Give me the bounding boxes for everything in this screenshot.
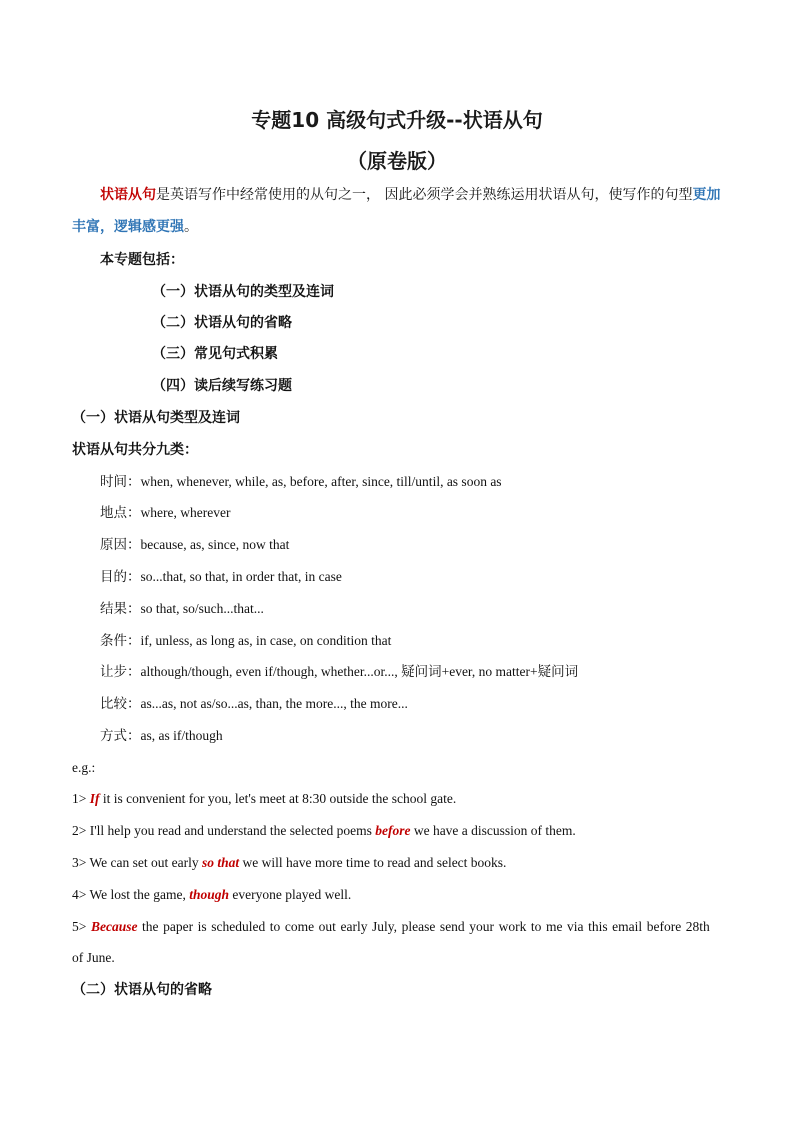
type-label: 目的：: [100, 569, 141, 585]
type-label: 结果：: [100, 601, 141, 617]
type-value: where, wherever: [140, 505, 231, 520]
type-value: although/though, even if/though, whether...or..., 疑问词+ever, no matter+疑问词: [140, 664, 579, 679]
example-item: [72, 917, 710, 937]
page-subtitle: （原卷版）: [347, 149, 447, 173]
section1-subheading: 状语从句共分九类：: [72, 442, 198, 458]
example-number: 2>: [72, 823, 90, 838]
type-value: so that, so/such...that...: [140, 601, 264, 616]
type-value: so...that, so that, in order that, in case: [140, 569, 342, 584]
example-conjunction: Because: [90, 919, 138, 934]
type-label: 比较：: [100, 696, 141, 712]
contents-item: （二）状语从句的省略: [152, 315, 292, 331]
example-item: [72, 789, 456, 809]
example-conjunction: though: [189, 887, 230, 902]
example-item: [72, 885, 351, 905]
type-value: as, as if/though: [140, 728, 223, 743]
page-title: 专题10 高级句式升级--状语从句: [251, 108, 543, 132]
examples-label: e.g.:: [72, 760, 96, 775]
contents-item: （四）读后续写练习题: [152, 378, 292, 394]
type-label: 时间：: [100, 474, 141, 490]
example-conjunction: so that: [202, 855, 240, 870]
example-text: We lost the game,: [89, 887, 190, 902]
type-row: [100, 503, 230, 523]
intro-emphasis-2: 丰富，逻辑感更强: [72, 219, 184, 235]
section1-heading: （一）状语从句类型及连词: [72, 410, 240, 426]
type-row: [100, 631, 391, 651]
type-row: [100, 567, 342, 587]
section2-heading: （二）状语从句的省略: [72, 982, 212, 998]
example-continuation: of June.: [72, 950, 115, 965]
example-item: [72, 821, 576, 841]
example-number: 5>: [72, 919, 91, 934]
contents-item: （三）常见句式积累: [152, 346, 278, 362]
example-number: 3>: [72, 855, 90, 870]
example-text: we have a discussion of them.: [410, 823, 576, 838]
example-conjunction: If: [89, 791, 100, 806]
example-text: it is convenient for you, let's meet at 8:30 outside the school gate.: [99, 791, 457, 806]
example-text: we will have more time to read and select books.: [239, 855, 507, 870]
intro-line-1: [100, 185, 720, 205]
contents-item: （一）状语从句的类型及连词: [152, 284, 334, 300]
example-text: the paper is scheduled to come out early July, please send your work to me via this email before 28th: [137, 919, 710, 934]
type-row: [100, 535, 289, 555]
example-conjunction: before: [375, 823, 411, 838]
type-row: [100, 472, 502, 492]
example-text: I'll help you read and understand the selected poems: [89, 823, 376, 838]
example-number: 1>: [72, 791, 90, 806]
intro-emphasis-1: 更加: [692, 187, 721, 203]
intro-highlight: 状语从句: [100, 187, 156, 203]
contents-heading: 本专题包括：: [100, 252, 184, 268]
type-row: [100, 694, 408, 714]
type-label: 条件：: [100, 633, 141, 649]
type-value: if, unless, as long as, in case, on condition that: [140, 633, 392, 648]
example-number: 4>: [72, 887, 90, 902]
intro-text: 是英语写作中经常使用的从句之一， 因此必须学会并熟练运用状语从句，使写作的句型: [156, 187, 693, 203]
type-label: 让步：: [100, 664, 141, 680]
type-row: [100, 662, 578, 682]
type-value: when, whenever, while, as, before, after, since, till/until, as soon as: [140, 474, 502, 489]
type-value: as...as, not as/so...as, than, the more..., the more...: [140, 696, 408, 711]
intro-line-2: [72, 217, 198, 237]
type-label: 原因：: [100, 537, 141, 553]
type-value: because, as, since, now that: [140, 537, 290, 552]
type-label: 方式：: [100, 728, 141, 744]
type-row: [100, 726, 223, 746]
type-row: [100, 599, 264, 619]
example-text: everyone played well.: [229, 887, 352, 902]
example-text: We can set out early: [89, 855, 202, 870]
type-label: 地点：: [100, 505, 141, 521]
example-item: [72, 853, 506, 873]
intro-end: 。: [184, 219, 198, 235]
